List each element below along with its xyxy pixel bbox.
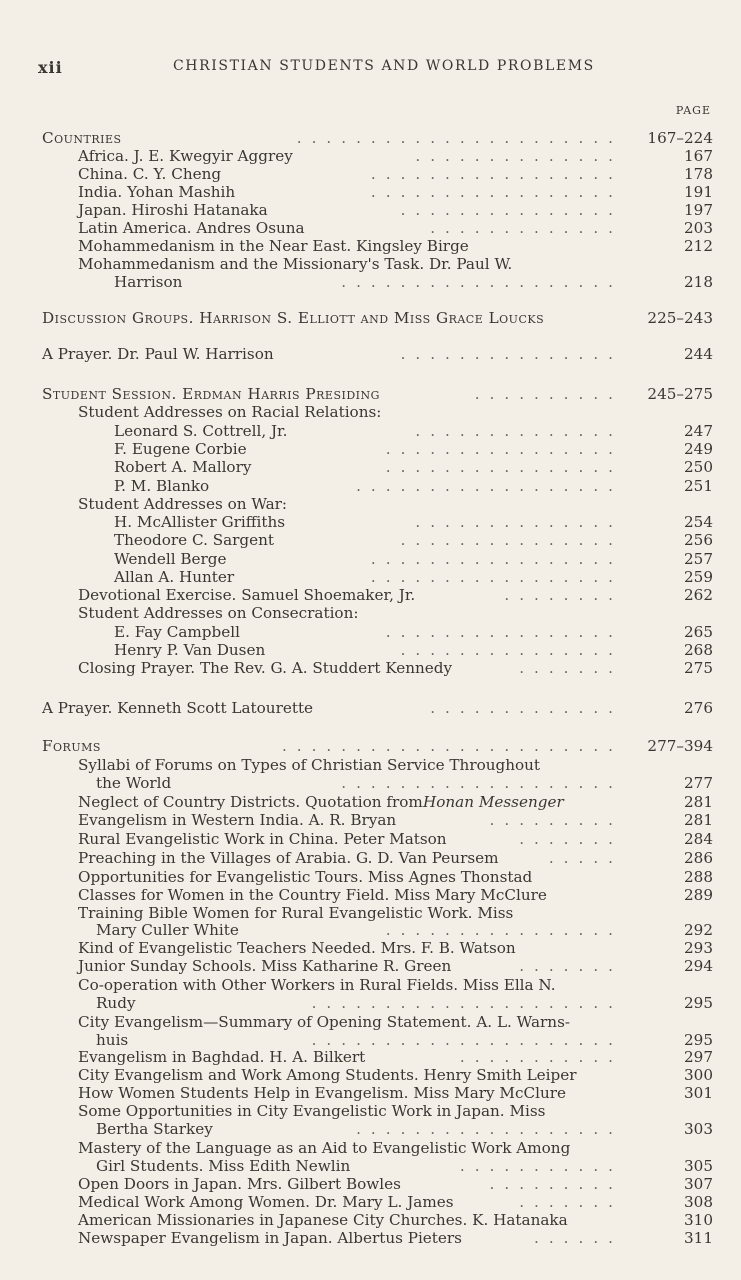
toc-entry-title: Some Opportunities in City Evangelistic Work in Japan. Miss [78, 1102, 546, 1120]
toc-entry-title: Rural Evangelistic Work in China. Peter Matson [78, 830, 447, 848]
toc-entry [0, 755, 741, 775]
toc-entry [0, 640, 741, 660]
toc-entry [0, 975, 741, 995]
toc-entry-page: 281 [684, 811, 713, 829]
dot-leader: ..................... [311, 994, 623, 1012]
toc-entry-title: F. Eugene Corbie [114, 440, 247, 458]
toc-entry [0, 549, 741, 569]
toc-entry-page: 300 [684, 1066, 713, 1084]
toc-entry-page: 254 [684, 513, 713, 531]
toc-entry-page: 245–275 [647, 385, 713, 403]
dot-leader: ................ [385, 458, 623, 476]
toc-entry [0, 736, 741, 756]
toc-entry-page: 251 [684, 477, 713, 495]
dot-leader: ......... [489, 1175, 623, 1193]
toc-entry [0, 698, 741, 718]
toc-entry [0, 993, 741, 1013]
toc-entry-page: 295 [684, 1031, 713, 1049]
toc-entry-title: Evangelism in Baghdad. H. A. Bilkert [78, 1048, 366, 1066]
dot-leader: ......... [489, 811, 623, 829]
toc-entry-page: 275 [684, 659, 713, 677]
toc-entry-title: Countries [42, 129, 122, 147]
toc-entry [0, 1047, 741, 1067]
page-column-label: PAGE [675, 104, 711, 117]
dot-leader: ............... [400, 531, 623, 549]
toc-entry-page: 265 [684, 623, 713, 641]
toc-entry-page: 289 [684, 886, 713, 904]
dot-leader: ................. [370, 568, 623, 586]
toc-entry-page: 256 [684, 531, 713, 549]
dot-leader: ...................... [296, 129, 623, 147]
toc-entry-page: 262 [684, 586, 713, 604]
dot-leader: ................. [370, 183, 623, 201]
toc-entry [0, 254, 741, 274]
dot-leader: ....................... [281, 737, 623, 755]
toc-entry [0, 1228, 741, 1248]
toc-entry-page: 281 [684, 793, 713, 811]
dot-leader: .......... [474, 385, 623, 403]
toc-entry-title: Mary Culler White [96, 921, 239, 939]
toc-entry-title: Henry P. Van Dusen [114, 641, 266, 659]
toc-entry-title: Co-operation with Other Workers in Rural Fields. Miss Ella N. [78, 976, 556, 994]
toc-entry [0, 567, 741, 587]
toc-entry [0, 402, 741, 422]
running-header [38, 58, 701, 80]
toc-entry-page: 277–394 [647, 737, 713, 755]
dot-leader: ............... [400, 345, 623, 363]
toc-entry [0, 885, 741, 905]
dot-leader: .............. [415, 422, 623, 440]
dot-leader: ................. [370, 550, 623, 568]
dot-leader: ...... [534, 1229, 623, 1247]
toc-entry [0, 146, 741, 166]
toc-entry-page: 308 [684, 1193, 713, 1211]
toc-entry-title: E. Fay Campbell [114, 623, 240, 641]
toc-entry-title: Forums [42, 737, 101, 755]
dot-leader: .................. [356, 477, 623, 495]
toc-entry-title: A Prayer. Dr. Paul W. Harrison [42, 345, 274, 363]
toc-entry [0, 622, 741, 642]
toc-entry [0, 164, 741, 184]
toc-entry-page: 244 [684, 345, 713, 363]
toc-entry-title: Open Doors in Japan. Mrs. Gilbert Bowles [78, 1175, 401, 1193]
toc-entry [0, 658, 741, 678]
toc-entry-page: 284 [684, 830, 713, 848]
toc-entry [0, 603, 741, 623]
toc-entry-page: 249 [684, 440, 713, 458]
toc-entry-page: 301 [684, 1084, 713, 1102]
toc-entry [0, 457, 741, 477]
toc-entry [0, 848, 741, 868]
toc-entry-title: Syllabi of Forums on Types of Christian Service Throughout [78, 756, 541, 774]
toc-entry-title: Bertha Starkey [96, 1120, 213, 1138]
toc-entry-page: 203 [684, 219, 713, 237]
toc-entry-title: City Evangelism—Summary of Opening Statement. A. L. Warns- [78, 1013, 570, 1031]
toc-entry-page: 310 [684, 1211, 713, 1229]
dot-leader: ............... [400, 641, 623, 659]
toc-entry-page: 225–243 [647, 309, 713, 327]
dot-leader: ....... [519, 1193, 623, 1211]
toc-entry-title: Harrison [114, 273, 183, 291]
toc-entry [0, 236, 741, 256]
dot-leader: ........... [459, 1157, 623, 1175]
dot-leader: .............. [415, 147, 623, 165]
toc-entry-page: 268 [684, 641, 713, 659]
toc-entry-title: Girl Students. Miss Edith Newlin [96, 1157, 351, 1175]
page-number: xii [38, 58, 63, 77]
dot-leader: ............. [430, 219, 623, 237]
toc-entry-title: Closing Prayer. The Rev. G. A. Studdert Kennedy [78, 659, 453, 677]
toc-entry-page: 247 [684, 422, 713, 440]
toc-entry-title: Devotional Exercise. Samuel Shoemaker, Jr. [78, 586, 416, 604]
toc-entry-title: Student Addresses on Racial Relations: [78, 403, 382, 421]
toc-entry-title: Robert A. Mallory [114, 458, 252, 476]
toc-entry-title: Latin America. Andres Osuna [78, 219, 305, 237]
toc-entry-page: 276 [684, 699, 713, 717]
toc-entry-page: 167 [684, 147, 713, 165]
toc-entry-page: 259 [684, 568, 713, 586]
toc-entry [0, 938, 741, 958]
toc-entry [0, 182, 741, 202]
dot-leader: ................... [341, 774, 623, 792]
dot-leader: ............... [400, 201, 623, 219]
toc-entry-title: City Evangelism and Work Among Students. Henry Smith Leiper [78, 1066, 577, 1084]
toc-entry [0, 773, 741, 793]
toc-entry-title: Student Session. Erdman Harris Presiding [42, 385, 380, 403]
toc-entry [0, 1012, 741, 1032]
dot-leader: .............. [415, 513, 623, 531]
toc-entry-title: Discussion Groups. Harrison S. Elliott and Miss Grace Loucks [42, 309, 545, 327]
toc-entry-page: 288 [684, 868, 713, 886]
toc-entry-page: 286 [684, 849, 713, 867]
toc-entry-page: 277 [684, 774, 713, 792]
toc-entry [0, 867, 741, 887]
toc-entry-page: 294 [684, 957, 713, 975]
toc-entry-page: 303 [684, 1120, 713, 1138]
toc-entry [0, 1101, 741, 1121]
toc-entry-title: the World [96, 774, 172, 792]
dot-leader: ................... [341, 273, 623, 291]
toc-entry-title: Classes for Women in the Country Field. Miss Mary McClure [78, 886, 547, 904]
toc-entry [0, 421, 741, 441]
toc-entry [0, 1119, 741, 1139]
toc-entry-page: 297 [684, 1048, 713, 1066]
toc-entry-title: Mastery of the Language as an Aid to Evangelistic Work Among [78, 1139, 571, 1157]
toc-entry [0, 384, 741, 404]
dot-leader: ..................... [311, 1031, 623, 1049]
dot-leader: ........ [504, 586, 623, 604]
dot-leader: ............. [430, 699, 623, 717]
toc-entry [0, 1083, 741, 1103]
toc-entry-title: Training Bible Women for Rural Evangelistic Work. Miss [78, 904, 514, 922]
dot-leader: ................ [385, 921, 623, 939]
toc-entry [0, 1156, 741, 1176]
toc-entry-page: 311 [684, 1229, 713, 1247]
toc-entry-title: Junior Sunday Schools. Miss Katharine R. Green [78, 957, 452, 975]
toc-entry-title: How Women Students Help in Evangelism. Miss Mary McClure [78, 1084, 566, 1102]
toc-entry-title: Leonard S. Cottrell, Jr. [114, 422, 288, 440]
toc-entry [0, 512, 741, 532]
toc-entry-title: Newspaper Evangelism in Japan. Albertus Pieters [78, 1229, 462, 1247]
toc-entry-page: 257 [684, 550, 713, 568]
toc-entry [0, 792, 741, 812]
toc-entry-title: A Prayer. Kenneth Scott Latourette [42, 699, 314, 717]
book-title: CHRISTIAN STUDENTS AND WORLD PROBLEMS [173, 58, 595, 74]
toc-entry [0, 439, 741, 459]
toc-entry-title: huis [96, 1031, 129, 1049]
toc-entry-page: 218 [684, 273, 713, 291]
toc-entry [0, 585, 741, 605]
toc-entry [0, 494, 741, 514]
toc-entry-page: 295 [684, 994, 713, 1012]
dot-leader: ....... [519, 957, 623, 975]
toc-entry-page: 197 [684, 201, 713, 219]
toc-entry [0, 308, 741, 328]
dot-leader: ..... [548, 849, 623, 867]
toc-entry-title: Kind of Evangelistic Teachers Needed. Mrs. F. B. Watson [78, 939, 516, 957]
toc-entry [0, 218, 741, 238]
toc-entry-title: Student Addresses on Consecration: [78, 604, 359, 622]
toc-entry-title: Africa. J. E. Kwegyir Aggrey [78, 147, 293, 165]
toc-entry-title: Theodore C. Sargent [114, 531, 275, 549]
toc-entry-title: American Missionaries in Japanese City Churches. K. Hatanaka [78, 1211, 568, 1229]
toc-entry [0, 272, 741, 292]
toc-entry-title: Preaching in the Villages of Arabia. G. D. Van Peursem [78, 849, 499, 867]
toc-entry-title: India. Yohan Mashih [78, 183, 236, 201]
toc-entry [0, 1174, 741, 1194]
dot-leader: ....... [519, 830, 623, 848]
toc-entry-title: Neglect of Country Districts. Quotation from [78, 793, 423, 811]
toc-entry-title: Allan A. Hunter [114, 568, 235, 586]
toc-entry-page: 167–224 [647, 129, 713, 147]
toc-entry [0, 810, 741, 830]
toc-entry [0, 1138, 741, 1158]
toc-entry [0, 956, 741, 976]
toc-entry-title: P. M. Blanko [114, 477, 210, 495]
dot-leader: ....... [519, 659, 623, 677]
toc-entry-italic-source: Honan Messenger [423, 793, 564, 811]
toc-entry [0, 1210, 741, 1230]
toc-entry-title: Japan. Hiroshi Hatanaka [78, 201, 268, 219]
toc-entry-title: Mohammedanism and the Missionary's Task. Dr. Paul W. [78, 255, 513, 273]
toc-entry-title: Evangelism in Western India. A. R. Bryan [78, 811, 397, 829]
toc-entry-page: 292 [684, 921, 713, 939]
toc-entry-title: Opportunities for Evangelistic Tours. Miss Agnes Thonstad [78, 868, 533, 886]
dot-leader: ................ [385, 623, 623, 641]
toc-entry [0, 829, 741, 849]
toc-entry-page: 191 [684, 183, 713, 201]
toc-entry-page: 293 [684, 939, 713, 957]
toc-entry-page: 305 [684, 1157, 713, 1175]
toc-entry-page: 178 [684, 165, 713, 183]
toc-entry-title: H. McAllister Griffiths [114, 513, 286, 531]
toc-entry-title: Wendell Berge [114, 550, 227, 568]
dot-leader: .................. [356, 1120, 623, 1138]
dot-leader: ........... [459, 1048, 623, 1066]
toc-entry-title: Rudy [96, 994, 136, 1012]
dot-leader: ................. [370, 165, 623, 183]
toc-entry [0, 920, 741, 940]
toc-entry [0, 1065, 741, 1085]
toc-entry-title: Mohammedanism in the Near East. Kingsley Birge [78, 237, 469, 255]
toc-entry [0, 1192, 741, 1212]
toc-entry [0, 530, 741, 550]
toc-entry-title: China. C. Y. Cheng [78, 165, 222, 183]
dot-leader: ................ [385, 440, 623, 458]
toc-entry [0, 344, 741, 364]
toc-entry [0, 200, 741, 220]
toc-entry-title: Medical Work Among Women. Dr. Mary L. James [78, 1193, 454, 1211]
toc-entry-title: Student Addresses on War: [78, 495, 288, 513]
toc-entry-page: 307 [684, 1175, 713, 1193]
toc-entry [0, 128, 741, 148]
toc-entry-page: 250 [684, 458, 713, 476]
toc-entry [0, 476, 741, 496]
toc-entry-page: 212 [684, 237, 713, 255]
